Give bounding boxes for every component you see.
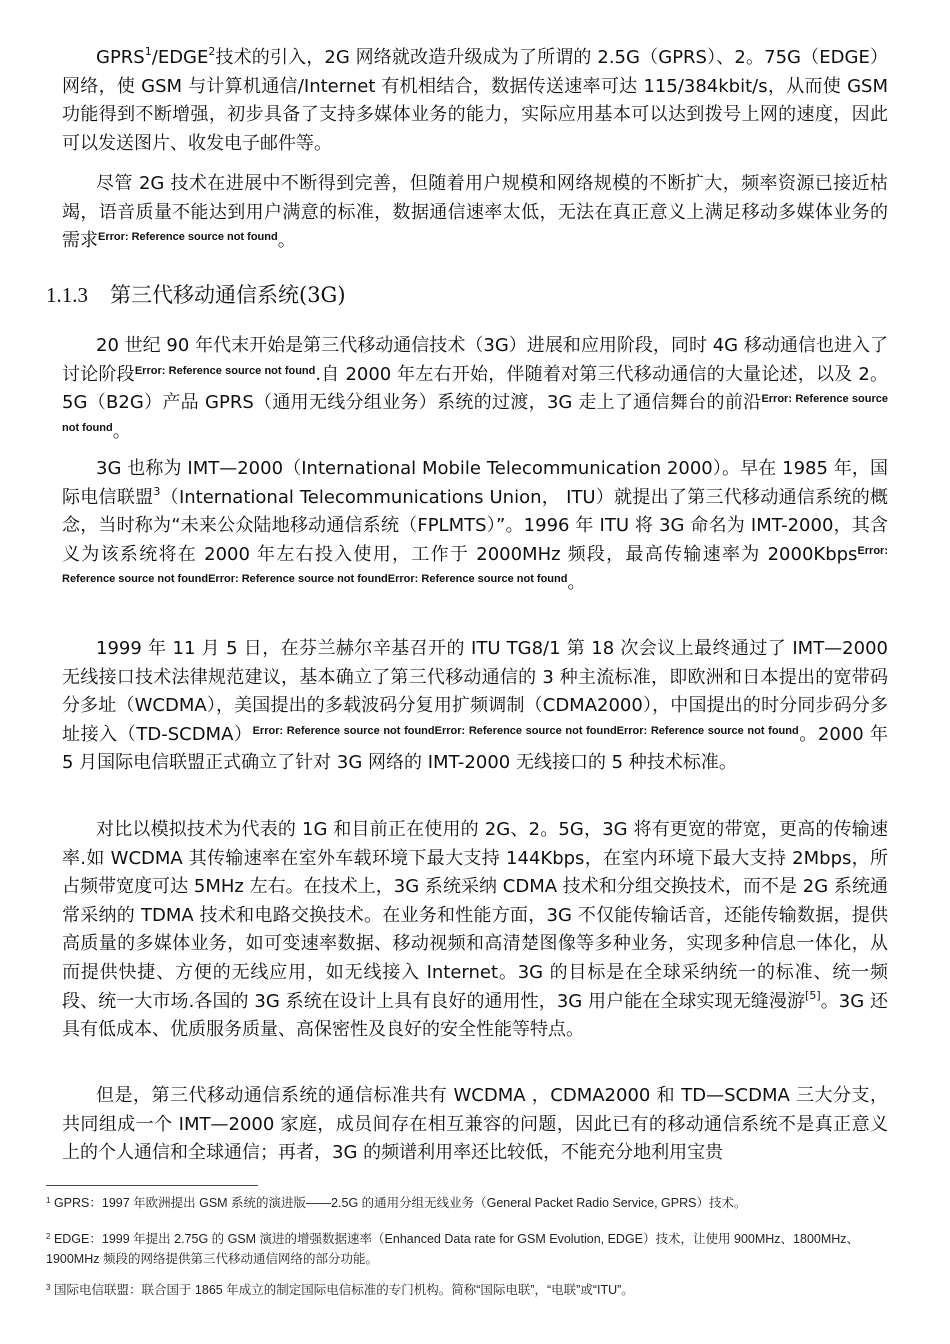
paragraph-standards (62, 635, 888, 778)
footnote-ref-2[interactable]: 2 (208, 45, 216, 58)
section-heading (46, 280, 346, 310)
text: 。 (567, 572, 586, 594)
text: 。 (112, 420, 131, 442)
text: 。3G 还具有低成本、优质服务质量、高保密性及良好的安全性能等特点。 (62, 990, 889, 1041)
text: 技术的引入，2G 网络就改造升级成为了所谓的 2.5G（GPRS）、2。75G（EDGE）网络，使 GSM 与计算机通信/Internet 有机相结合，数据传送速率可达 115/384kbit/s，从而使 GSM 功能得到不断增强，初步具备了支持多媒体业务的能力，实际应用基本可以达到拨号上网的速度，因此可以发送图片、收发电子邮件等。 (62, 47, 888, 154)
footnote-mark: 2 (46, 1232, 51, 1241)
footnote-mark: 1 (46, 1196, 51, 1205)
footnote-mark: 3 (46, 1283, 51, 1292)
paragraph-2g-limits (62, 170, 888, 256)
text: 1999 年 11 月 5 日，在芬兰赫尔辛基召开的 ITU TG8/1 第 18 次会议上最终通过了 IMT—2000 无线接口技术法律规范建议，基本确立了第三代移动通信的 3 种主流标准，即欧洲和日本提出的宽带码分多址（WCDMA），美国提出的多载波码分复用扩频调制（CDMA2000），中国提出的时分同步码分多址接入（TD-SCDMA） (62, 638, 888, 745)
footnote-ref-3[interactable]: 3 (153, 484, 161, 498)
text: 尽管 2G 技术在进展中不断得到完善，但随着用户规模和网络规模的不断扩大，频率资源已接近枯竭，语音质量不能达到用户满意的标准，数据通信速率太低，无法在真正意义上满足移动多媒体业务的需求 (62, 173, 888, 252)
text: 对比以模拟技术为代表的 1G 和目前正在使用的 2G、2。5G，3G 将有更宽的带宽，更高的传输速率.如 WCDMA 其传输速率在室外车载环境下最大支持 144Kbps，在室内环境下最大支持 2Mbps，所占频带宽度可达 5MHz 左右。在技术上，3G 系统采纳 CDMA 技术和分组交换技术，而不是 2G 系统通常采纳的 TDMA 技术和电路交换技术。在业务和性能方面，3G 不仅能传输话音，还能传输数据，提供高质量的多媒体业务，如可变速率数据、移动视频和高清楚图像等多种业务，实现多种信息一体化，从而提供快捷、方便的无线应用，如无线接入 Internet。3G 的目标是在全球采纳统一的标准、统一频段、统一大市场.各国的 3G 系统在设计上具有良好的通用性，3G 用户能在全球实现无缝漫游 (62, 819, 888, 1012)
paragraph-imt2000 (62, 455, 888, 598)
footnote-ref-1[interactable]: 1 (144, 45, 152, 58)
footnote-separator (46, 1185, 258, 1186)
footnote-text: EDGE：1999 年提出 2.75G 的 GSM 演进的增强数据速率（Enhanced Data rate for GSM Evolution, EDGE）技术，让使用 900MHz、1800MHz、1900MHz 频段的网络提供第三代移动通信网络的部分功能。 (46, 1232, 860, 1266)
footnote-text: GPRS：1997 年欧洲提出 GSM 系统的演进版——2.5G 的通用分组无线业务（General Packet Radio Service, GPRS）技术。 (53, 1196, 747, 1210)
footnote-1 (46, 1193, 906, 1213)
text: 。2000 年 5 月国际电信联盟正式确立了针对 3G 网络的 IMT-2000 无线接口的 5 种技术标准。 (62, 723, 888, 774)
text: GPRS (96, 47, 145, 68)
text: 20 世纪 90 年代末开始是第三代移动通信技术（3G）进展和应用阶段，同时 4G 移动通信也进入了讨论阶段 (62, 335, 888, 385)
text: /EDGE (151, 47, 209, 68)
paragraph-3g-advantages (62, 816, 888, 1045)
reference-error: Error: Reference source not foundError: Reference source not foundError: Reference source not found (62, 544, 888, 586)
footnote-2 (46, 1229, 906, 1269)
paragraph-3g-intro (62, 332, 888, 446)
reference-error: Error: Reference source not found (62, 393, 888, 434)
paragraph-gprs-edge (62, 44, 888, 158)
text: 。 (277, 230, 296, 252)
reference-error: Error: Reference source not found (98, 231, 278, 244)
text: 3G 也称为 IMT—2000（International Mobile Telecommunication 2000）。早在 1985 年，国际电信联盟 (62, 458, 888, 508)
footnote-text: 国际电信联盟：联合国于 1865 年成立的制定国际电信标准的专门机构。简称“国际电联”，“电联”或“ITU”。 (53, 1283, 634, 1297)
citation-ref[interactable]: [5] (805, 988, 821, 1002)
reference-error: Error: Reference source not found (134, 364, 316, 377)
text: （International Telecommunications Union， ITU）就提出了第三代移动通信系统的概念，当时称为“未来公众陆地移动通信系统（FPLMTS）”。1996 年 ITU 将 3G 命名为 IMT-2000，其含义为该系统将在 2000 年左右投入使用，工作于 2000MHz 频段，最高传输速率为 2000Kbps (62, 486, 889, 565)
reference-error: Error: Reference source not foundError: Reference source not foundError: Reference source not found (252, 724, 799, 737)
paragraph-3g-problems (62, 1082, 888, 1168)
footnote-3 (46, 1280, 906, 1300)
text: .自 2000 年左右开始，伴随着对第三代移动通信的大量论述，以及 2。5G（B2G）产品 GPRS（通用无线分组业务）系统的过渡，3G 走上了通信舞台的前沿 (62, 363, 888, 414)
section-number: 1.1.3 (46, 283, 88, 307)
text: 但是，第三代移动通信系统的通信标准共有 WCDMA ，CDMA2000 和 TD—SCDMA 三大分支，共同组成一个 IMT—2000 家庭，成员间存在相互兼容的问题，因此已有的移动通信系统不是真正意义上的个人通信和全球通信；再者，3G 的频谱利用率还比较低，不能充分地利用宝贵 (62, 1085, 888, 1164)
section-title: 第三代移动通信系统(3G) (110, 283, 346, 307)
